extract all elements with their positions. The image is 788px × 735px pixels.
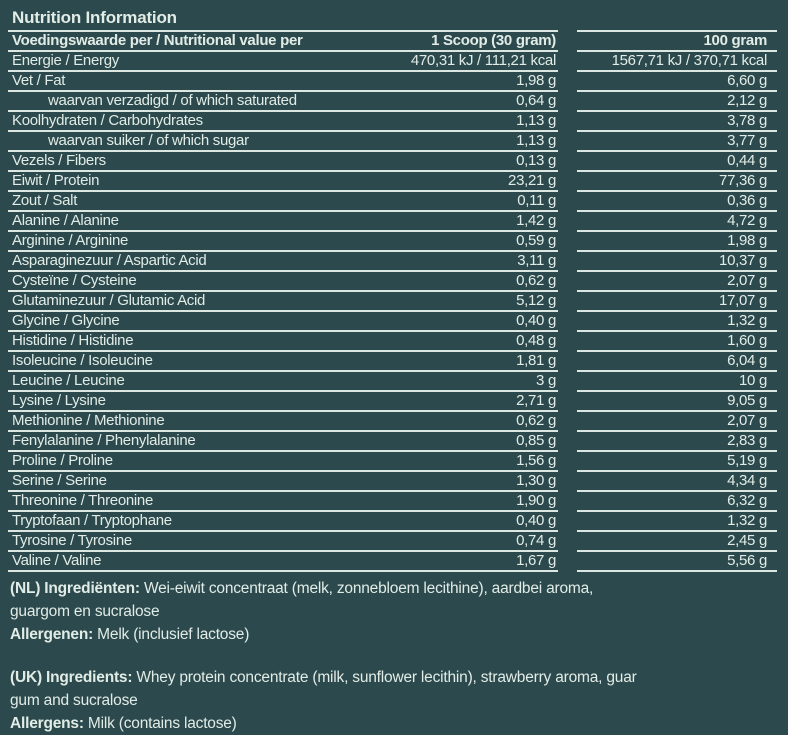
table-header-per100-cell	[577, 30, 777, 52]
nutrient-value-per-scoop: 0,62 g	[516, 412, 556, 429]
table-row	[8, 172, 777, 192]
column-gap	[558, 432, 577, 452]
nutrient-name: Energie / Energy	[12, 52, 119, 69]
table-row-per100-cell	[577, 452, 777, 472]
table-row	[8, 232, 777, 252]
nl-allergens	[10, 623, 648, 646]
table-row	[8, 472, 777, 492]
nutrient-value-per-100g: 77,36 g	[719, 172, 767, 189]
column-gap	[558, 192, 577, 212]
nutrient-value-per-100g: 0,36 g	[727, 192, 767, 209]
column-gap	[558, 332, 577, 352]
table-row-main-cell	[8, 112, 558, 132]
nutrient-value-per-100g: 5,19 g	[727, 452, 767, 469]
nutrient-value-per-scoop: 3 g	[536, 372, 556, 389]
nutrient-name: waarvan verzadigd / of which saturated	[48, 92, 297, 109]
uk-ingredients-label: (UK) Ingredients:	[10, 669, 133, 686]
uk-allergens-text: Milk (contains lactose)	[83, 715, 237, 732]
column-gap	[558, 132, 577, 152]
table-header-main-cell	[8, 30, 558, 52]
nutrient-value-per-scoop: 0,40 g	[516, 312, 556, 329]
nutrient-value-per-100g: 6,32 g	[727, 492, 767, 509]
table-row	[8, 92, 777, 112]
table-row-per100-cell	[577, 552, 777, 572]
nutrient-value-per-100g: 10 g	[739, 372, 767, 389]
column-gap	[558, 452, 577, 472]
uk-ingredients	[10, 666, 648, 712]
table-row	[8, 192, 777, 212]
nutrient-name: Histidine / Histidine	[12, 332, 134, 349]
table-row	[8, 312, 777, 332]
table-row-main-cell	[8, 512, 558, 532]
column-gap	[558, 212, 577, 232]
nutrient-name: Cysteïne / Cysteine	[12, 272, 137, 289]
table-row-per100-cell	[577, 172, 777, 192]
table-row-per100-cell	[577, 412, 777, 432]
table-row-per100-cell	[577, 232, 777, 252]
table-row-main-cell	[8, 492, 558, 512]
uk-allergens-label: Allergens:	[10, 715, 84, 732]
table-row	[8, 212, 777, 232]
nutrient-name: waarvan suiker / of which sugar	[48, 132, 249, 149]
table-row-main-cell	[8, 472, 558, 492]
table-row-main-cell	[8, 72, 558, 92]
table-row-main-cell	[8, 452, 558, 472]
table-row-per100-cell	[577, 92, 777, 112]
nutrient-value-per-100g: 3,78 g	[727, 112, 767, 129]
ingredient-notes	[0, 572, 788, 735]
column-gap	[558, 72, 577, 92]
nutrient-value-per-scoop: 23,21 g	[508, 172, 556, 189]
table-row-main-cell	[8, 92, 558, 112]
table-row	[8, 152, 777, 172]
nl-ingredients	[10, 577, 648, 623]
table-row-per100-cell	[577, 52, 777, 72]
nutrient-value-per-100g: 4,34 g	[727, 472, 767, 489]
nutrient-value-per-scoop: 0,13 g	[516, 152, 556, 169]
column-gap	[558, 172, 577, 192]
nutrient-name: Proline / Proline	[12, 452, 113, 469]
table-row-main-cell	[8, 292, 558, 312]
nutrient-name: Lysine / Lysine	[12, 392, 106, 409]
nutrient-value-per-100g: 1,60 g	[727, 332, 767, 349]
column-gap	[558, 252, 577, 272]
column-gap	[558, 312, 577, 332]
uk-ingredients-text: Whey protein concentrate (milk, sunflower lecithin), strawberry aroma, guar gum and sucralose	[10, 669, 637, 709]
table-row-per100-cell	[577, 152, 777, 172]
column-gap	[558, 232, 577, 252]
table-row-main-cell	[8, 332, 558, 352]
table-row-per100-cell	[577, 72, 777, 92]
header-scoop-column: 1 Scoop (30 gram)	[431, 32, 556, 49]
nutrient-value-per-100g: 2,07 g	[727, 412, 767, 429]
nl-ingredients-text: Wei-eiwit concentraat (melk, zonnebloem lecithine), aardbei aroma, guargom en sucralose	[10, 580, 594, 620]
table-row	[8, 292, 777, 312]
table-row-main-cell	[8, 252, 558, 272]
nutrient-value-per-scoop: 3,11 g	[517, 252, 556, 269]
nutrient-value-per-100g: 2,83 g	[727, 432, 767, 449]
table-row-main-cell	[8, 352, 558, 372]
table-row-per100-cell	[577, 432, 777, 452]
table-row-per100-cell	[577, 272, 777, 292]
table-row-main-cell	[8, 212, 558, 232]
table-row-main-cell	[8, 132, 558, 152]
nutrient-value-per-scoop: 0,85 g	[516, 432, 556, 449]
column-gap	[558, 412, 577, 432]
table-row-main-cell	[8, 432, 558, 452]
column-gap	[558, 152, 577, 172]
nutrition-table	[8, 30, 777, 572]
table-row	[8, 452, 777, 472]
nutrient-value-per-scoop: 2,71 g	[516, 392, 556, 409]
nutrient-value-per-100g: 3,77 g	[727, 132, 767, 149]
table-row	[8, 492, 777, 512]
table-row	[8, 72, 777, 92]
uk-allergens	[10, 712, 648, 735]
table-row-main-cell	[8, 272, 558, 292]
table-row-per100-cell	[577, 292, 777, 312]
header-per100-column: 100 gram	[703, 32, 767, 49]
column-gap	[558, 30, 577, 52]
table-row	[8, 272, 777, 292]
column-gap	[558, 472, 577, 492]
page-title: Nutrition Information	[12, 8, 177, 27]
table-row-main-cell	[8, 392, 558, 412]
nutrient-value-per-100g: 4,72 g	[727, 212, 767, 229]
table-row-per100-cell	[577, 212, 777, 232]
nutrient-name: Serine / Serine	[12, 472, 107, 489]
table-row-per100-cell	[577, 252, 777, 272]
table-row-main-cell	[8, 312, 558, 332]
table-row-per100-cell	[577, 472, 777, 492]
nl-allergens-label: Allergenen:	[10, 626, 94, 643]
nutrient-value-per-100g: 1567,71 kJ / 370,71 kcal	[611, 52, 767, 69]
nutrient-name: Alanine / Alanine	[12, 212, 119, 229]
nutrient-value-per-100g: 2,12 g	[727, 92, 767, 109]
nutrient-value-per-100g: 9,05 g	[727, 392, 767, 409]
column-gap	[558, 552, 577, 572]
table-row-per100-cell	[577, 372, 777, 392]
table-row	[8, 332, 777, 352]
nutrient-value-per-100g: 0,44 g	[727, 152, 767, 169]
table-row	[8, 552, 777, 572]
column-gap	[558, 492, 577, 512]
table-row	[8, 392, 777, 412]
table-row-main-cell	[8, 192, 558, 212]
table-row-main-cell	[8, 172, 558, 192]
nutrient-name: Vet / Fat	[12, 72, 66, 89]
table-row-per100-cell	[577, 192, 777, 212]
nutrient-value-per-scoop: 5,12 g	[516, 292, 556, 309]
table-row-per100-cell	[577, 312, 777, 332]
nutrient-value-per-scoop: 0,48 g	[516, 332, 556, 349]
nutrient-name: Zout / Salt	[12, 192, 78, 209]
nutrient-name: Arginine / Arginine	[12, 232, 129, 249]
column-gap	[558, 532, 577, 552]
column-gap	[558, 512, 577, 532]
nutrient-name: Methionine / Methionine	[12, 412, 165, 429]
table-row-main-cell	[8, 52, 558, 72]
nutrient-name: Isoleucine / Isoleucine	[12, 352, 153, 369]
nutrient-value-per-scoop: 0,74 g	[516, 532, 556, 549]
nutrient-value-per-100g: 1,32 g	[727, 312, 767, 329]
nutrient-value-per-scoop: 0,64 g	[516, 92, 556, 109]
nutrient-value-per-scoop: 470,31 kJ / 111,21 kcal	[410, 52, 556, 69]
table-row	[8, 372, 777, 392]
table-row-per100-cell	[577, 132, 777, 152]
table-row	[8, 532, 777, 552]
nutrient-value-per-100g: 2,07 g	[727, 272, 767, 289]
nutrient-value-per-100g: 1,98 g	[727, 232, 767, 249]
table-row-main-cell	[8, 232, 558, 252]
nutrient-value-per-scoop: 1,13 g	[516, 132, 556, 149]
column-gap	[558, 292, 577, 312]
table-header-row	[8, 30, 777, 52]
nutrient-value-per-scoop: 1,67 g	[516, 552, 556, 569]
table-row-per100-cell	[577, 512, 777, 532]
table-row-per100-cell	[577, 112, 777, 132]
nutrient-name: Glutaminezuur / Glutamic Acid	[12, 292, 206, 309]
table-row-per100-cell	[577, 532, 777, 552]
nutrient-value-per-scoop: 1,98 g	[516, 72, 556, 89]
nutrient-value-per-scoop: 0,62 g	[516, 272, 556, 289]
nutrient-name: Tyrosine / Tyrosine	[12, 532, 132, 549]
table-row	[8, 352, 777, 372]
nutrient-value-per-scoop: 0,40 g	[516, 512, 556, 529]
table-row-main-cell	[8, 152, 558, 172]
table-row-per100-cell	[577, 392, 777, 412]
nutrient-name: Glycine / Glycine	[12, 312, 120, 329]
nutrient-value-per-scoop: 1,90 g	[516, 492, 556, 509]
nutrient-name: Vezels / Fibers	[12, 152, 106, 169]
column-gap	[558, 272, 577, 292]
nutrient-name: Threonine / Threonine	[12, 492, 154, 509]
nutrient-name: Asparaginezuur / Aspartic Acid	[12, 252, 207, 269]
table-row	[8, 252, 777, 272]
column-gap	[558, 352, 577, 372]
nutrient-value-per-100g: 6,04 g	[727, 352, 767, 369]
table-row	[8, 432, 777, 452]
table-row	[8, 52, 777, 72]
nl-allergens-text: Melk (inclusief lactose)	[93, 626, 250, 643]
table-row	[8, 112, 777, 132]
table-row-main-cell	[8, 372, 558, 392]
nutrient-value-per-scoop: 1,56 g	[516, 452, 556, 469]
nutrient-value-per-100g: 1,32 g	[727, 512, 767, 529]
nutrient-value-per-scoop: 1,42 g	[516, 212, 556, 229]
nutrient-value-per-scoop: 1,81 g	[516, 352, 556, 369]
nutrient-value-per-scoop: 1,13 g	[516, 112, 556, 129]
table-row-main-cell	[8, 552, 558, 572]
table-row	[8, 132, 777, 152]
column-gap	[558, 112, 577, 132]
column-gap	[558, 52, 577, 72]
nutrition-table-body	[8, 52, 777, 572]
table-row-per100-cell	[577, 332, 777, 352]
nutrient-value-per-100g: 10,37 g	[719, 252, 767, 269]
nutrient-value-per-scoop: 0,11 g	[517, 192, 556, 209]
table-row-main-cell	[8, 532, 558, 552]
nutrient-name: Eiwit / Protein	[12, 172, 100, 189]
table-row	[8, 512, 777, 532]
nutrient-name: Tryptofaan / Tryptophane	[12, 512, 172, 529]
nutrient-value-per-scoop: 1,30 g	[516, 472, 556, 489]
nutrient-name: Koolhydraten / Carbohydrates	[12, 112, 203, 129]
nutrient-value-per-100g: 17,07 g	[719, 292, 767, 309]
table-row	[8, 412, 777, 432]
table-row-per100-cell	[577, 352, 777, 372]
column-gap	[558, 392, 577, 412]
nutrient-name: Valine / Valine	[12, 552, 102, 569]
header-label: Voedingswaarde per / Nutritional value per	[12, 32, 303, 49]
column-gap	[558, 92, 577, 112]
column-gap	[558, 372, 577, 392]
nutrient-value-per-100g: 2,45 g	[727, 532, 767, 549]
nl-ingredients-label: (NL) Ingrediënten:	[10, 580, 140, 597]
table-row-per100-cell	[577, 492, 777, 512]
nutrient-value-per-100g: 5,56 g	[727, 552, 767, 569]
nutrient-value-per-100g: 6,60 g	[727, 72, 767, 89]
nutrient-value-per-scoop: 0,59 g	[516, 232, 556, 249]
nutrient-name: Fenylalanine / Phenylalanine	[12, 432, 196, 449]
table-row-main-cell	[8, 412, 558, 432]
nutrient-name: Leucine / Leucine	[12, 372, 125, 389]
